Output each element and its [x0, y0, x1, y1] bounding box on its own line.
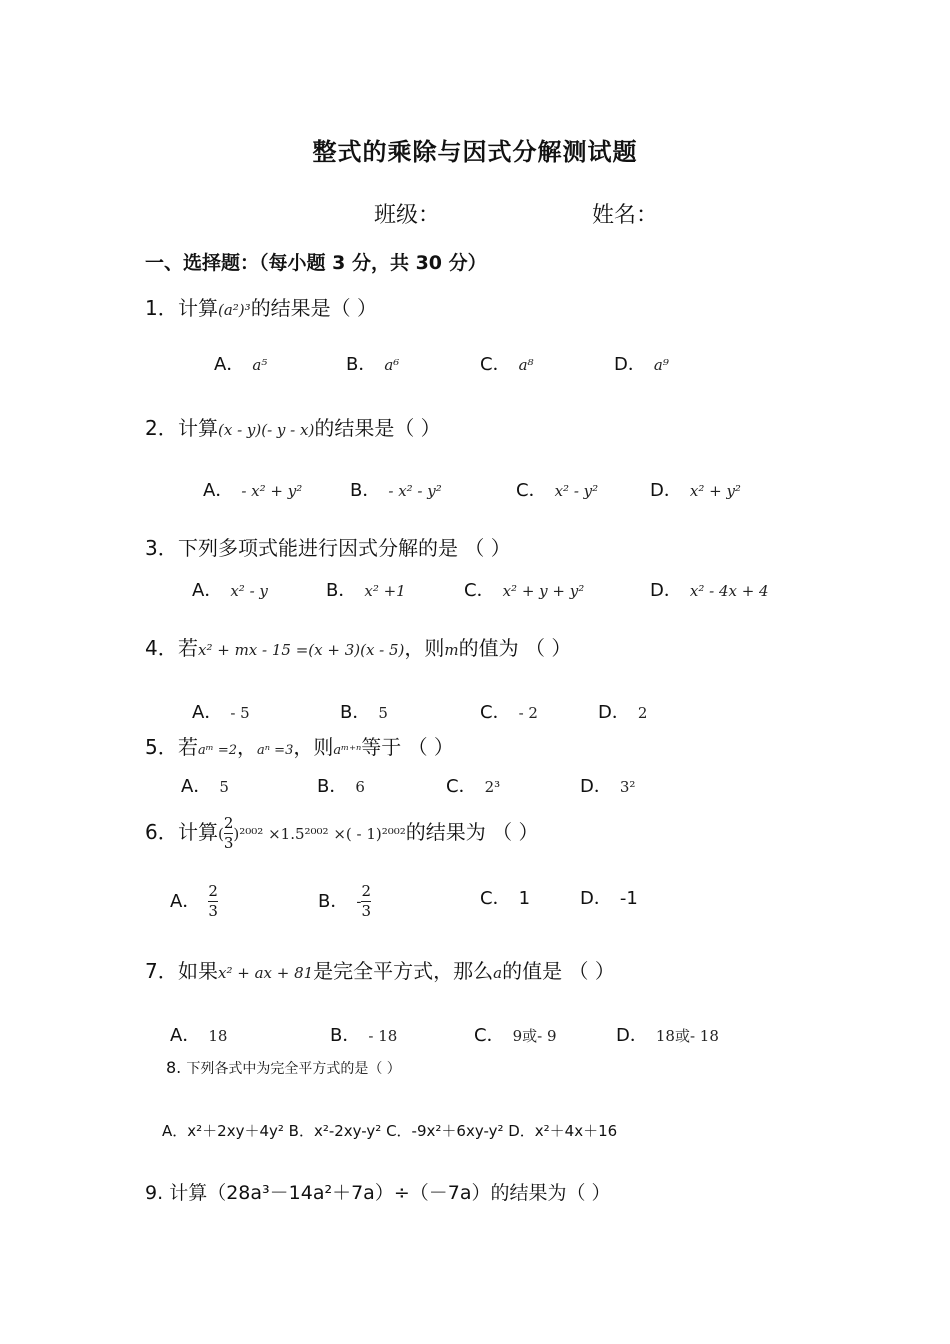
q5-option-a[interactable]: A． 5	[181, 776, 229, 797]
question-7: 7．如果x² + ax + 81是完全平方式，那么a的值是 （ ）	[145, 959, 615, 983]
q2-option-c[interactable]: C． x² - y²	[516, 480, 599, 501]
q3-option-a[interactable]: A． x² - y	[192, 580, 268, 601]
q6-option-a[interactable]: A． $\frac{2}{3}$	[170, 882, 218, 920]
q2-option-d[interactable]: D． x² + y²	[650, 480, 741, 501]
q7-expression: x² + ax + 81	[218, 964, 314, 982]
q6-fraction: $\frac{2}{3}$	[223, 814, 234, 852]
q8-options[interactable]: A．x²＋2xy＋4y² B．x²-2xy-y² C．-9x²＋6xy-y² D．x²＋4x＋16	[162, 1122, 618, 1140]
question-6: 6．计算( $\frac{2}{3}$ )²⁰⁰² ×1.5²⁰⁰² ×( - 1)²⁰⁰²的结果为 （ ）	[145, 814, 539, 852]
q6-option-d[interactable]: D． -1	[580, 888, 638, 909]
question-5: 5．若aᵐ =2，aⁿ =3，则aᵐ⁺ⁿ等于 （ ）	[145, 735, 454, 759]
q6-option-b[interactable]: B． - $\frac{2}{3}$	[318, 882, 371, 920]
q1-option-a[interactable]: A． a⁵	[214, 354, 268, 375]
question-3: 3．下列多项式能进行因式分解的是 （ ）	[145, 536, 511, 560]
q4-option-d[interactable]: D． 2	[598, 702, 648, 723]
question-9: 9. 计算（28a³－14a²＋7a）÷（－7a）的结果为（ ）	[145, 1182, 611, 1204]
q3-option-b[interactable]: B． x² +1	[326, 580, 406, 601]
q7-option-b[interactable]: B． - 18	[330, 1025, 398, 1046]
section-heading: 一、选择题：（每小题 3 分，共 30 分）	[145, 252, 487, 274]
q4-option-b[interactable]: B． 5	[340, 702, 388, 723]
q4-expression: x² + mx - 15 =(x + 3)(x - 5)	[198, 641, 405, 659]
q1-option-b[interactable]: B． a⁶	[346, 354, 400, 375]
q2-option-b[interactable]: B． - x² - y²	[350, 480, 442, 501]
q6-option-c[interactable]: C． 1	[480, 888, 531, 909]
question-1: 1．计算(a²)³的结果是（ ）	[145, 296, 378, 320]
question-2: 2．计算(x - y)(- y - x)的结果是（ ）	[145, 416, 441, 440]
page-title: 整式的乘除与因式分解测试题	[312, 138, 638, 166]
question-4: 4．若x² + mx - 15 =(x + 3)(x - 5)，则m的值为 （ ）	[145, 636, 572, 660]
q5-option-c[interactable]: C． 2³	[446, 776, 501, 797]
q7-option-a[interactable]: A． 18	[170, 1025, 228, 1046]
name-label: 姓名：	[592, 203, 659, 228]
q3-option-d[interactable]: D． x² - 4x + 4	[650, 580, 769, 601]
q5-option-d[interactable]: D． 3²	[580, 776, 636, 797]
question-8: 8. 下列各式中为完全平方式的是（ ）	[166, 1058, 401, 1077]
q3-option-c[interactable]: C． x² + y + y²	[464, 580, 585, 601]
class-label: 班级：	[374, 203, 441, 228]
q1-option-d[interactable]: D． a⁹	[614, 354, 669, 375]
q2-expression: (x - y)(- y - x)	[218, 421, 315, 439]
q7-option-c[interactable]: C． 9或- 9	[474, 1025, 557, 1046]
q5-option-b[interactable]: B． 6	[317, 776, 365, 797]
q2-option-a[interactable]: A． - x² + y²	[203, 480, 303, 501]
q4-option-a[interactable]: A． - 5	[192, 702, 250, 723]
q1-expression: (a²)³	[218, 301, 251, 319]
q4-option-c[interactable]: C． - 2	[480, 702, 538, 723]
q9-expression: 28a³－14a²＋7a	[226, 1182, 375, 1204]
q1-option-c[interactable]: C． a⁸	[480, 354, 534, 375]
q7-option-d[interactable]: D． 18或- 18	[616, 1025, 719, 1046]
